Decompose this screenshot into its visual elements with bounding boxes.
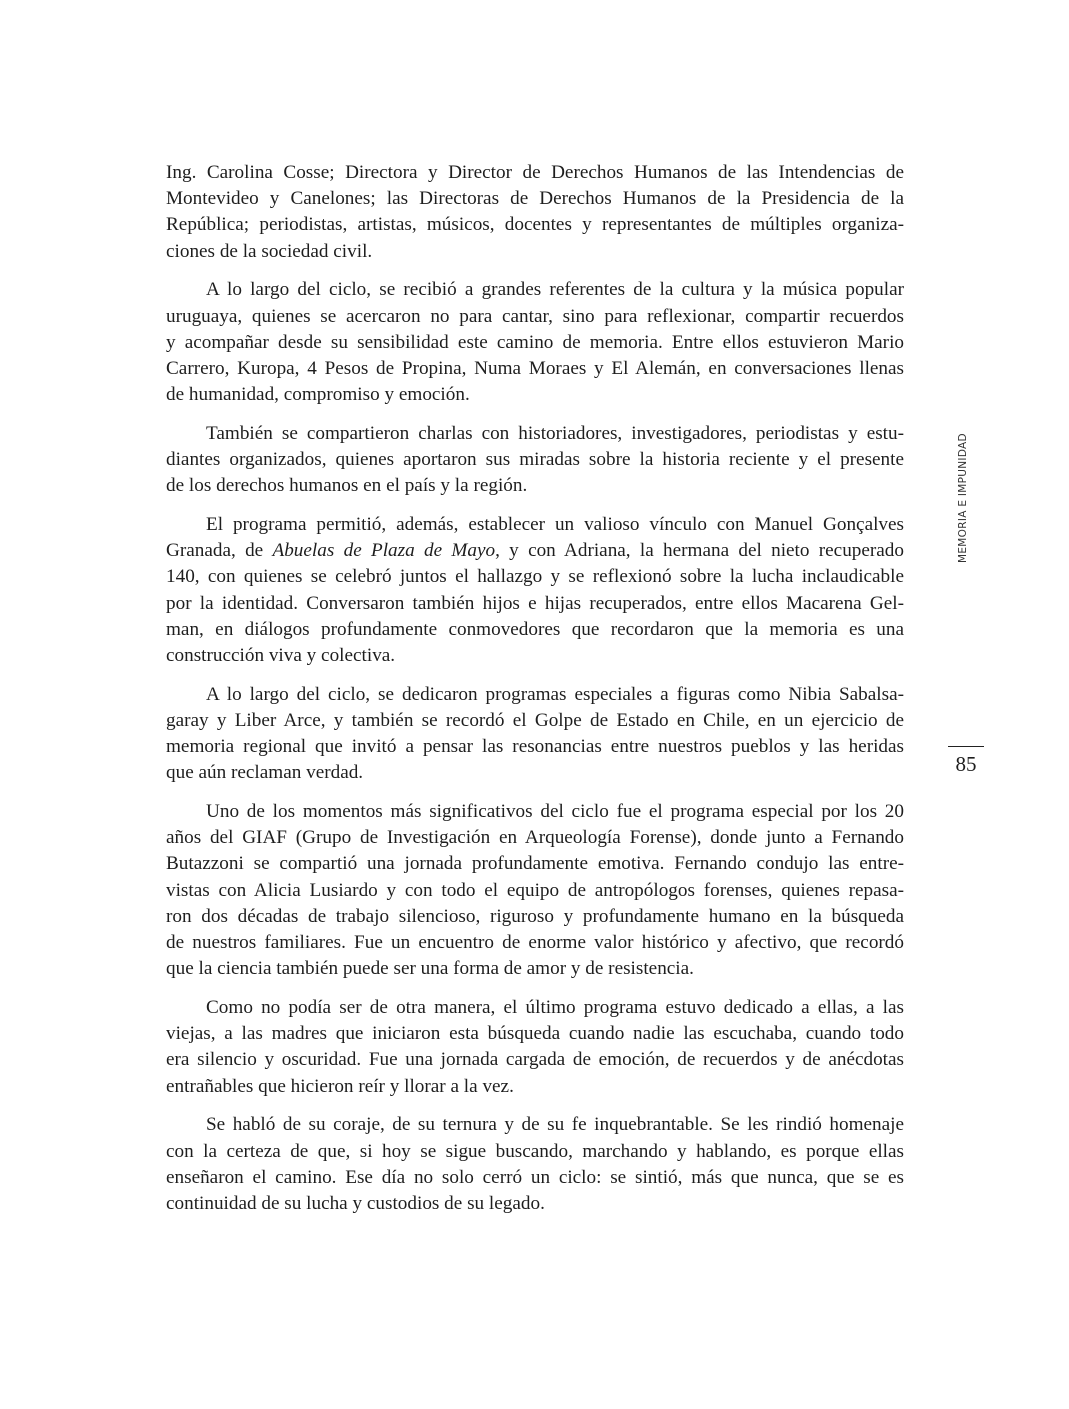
text-line: Uno de los momentos más significativos del ciclo fue el programa especial por los 20 <box>206 801 904 823</box>
text-line: con la certeza de que, si hoy se sigue buscando, marchando y hablando, es porque ellas <box>166 1140 904 1162</box>
text-line: enseñaron el camino. Ese día no solo cerró un ciclo: se sintió, más que nunca, que se es <box>166 1166 904 1188</box>
paragraph-talks <box>166 421 904 500</box>
text-line: A lo largo del ciclo, se recibió a grandes referentes de la cultura y la música popular <box>206 279 904 301</box>
text-line: República; periodistas, artistas, músicos, docentes y representantes de múltiples organiza- <box>166 214 904 236</box>
italic-title: Abuelas de Plaza de Mayo <box>272 540 496 562</box>
text-line: por la identidad. Conversaron también hijos e hijas recuperados, entre ellos Macarena Gel- <box>166 592 904 614</box>
text-line: 140, con quienes se celebró juntos el hallazgo y se reflexionó sobre la lucha inclaudicable <box>166 566 904 588</box>
text-line: También se compartieron charlas con historiadores, investigadores, periodistas y estu- <box>206 422 904 444</box>
page-number-rule <box>948 746 984 747</box>
paragraph-last-program <box>166 995 904 1100</box>
paragraph-abuelas <box>166 512 904 669</box>
text-line: ron dos décadas de trabajo silencioso, riguroso y profundamente humano en la búsqueda <box>166 905 904 927</box>
text-line: viejas, a las madres que iniciaron esta búsqueda cuando nadie las escuchaba, cuando todo <box>166 1023 904 1045</box>
text-line: continuidad de su lucha y custodios de su legado. <box>166 1192 545 1214</box>
paragraph-giaf <box>166 799 904 982</box>
text-run: Granada, de <box>166 540 273 562</box>
text-line: entrañables que hicieron reír y llorar a la vez. <box>166 1075 514 1097</box>
text-line: Montevideo y Canelones; las Directoras de Derechos Humanos de la Presidencia de la <box>166 188 904 210</box>
text-line: Se habló de su coraje, de su ternura y de su fe inquebrantable. Se les rindió homenaje <box>206 1114 904 1136</box>
text-run: , y con Adriana, la hermana del nieto recuperado <box>495 540 904 562</box>
text-line: vistas con Alicia Lusiardo y con todo el equipo de antropólogos forenses, quienes repasa- <box>166 879 904 901</box>
running-head: MEMORIA E IMPUNIDAD <box>957 433 969 563</box>
text-line: memoria regional que invitó a pensar las resonancias entre nuestros pueblos y las heridas <box>166 736 904 758</box>
paragraph-culture-references <box>166 277 904 408</box>
text-line: A lo largo del ciclo, se dedicaron programas especiales a figuras como Nibia Sabalsa- <box>206 683 904 705</box>
text-line: ciones de la sociedad civil. <box>166 240 373 262</box>
paragraph-special-programs <box>166 682 904 787</box>
text-line: que aún reclaman verdad. <box>166 762 364 784</box>
text-line: años del GIAF (Grupo de Investigación en Arqueología Forense), donde junto a Fernando <box>166 827 904 849</box>
text-line <box>166 538 904 564</box>
text-line: de humanidad, compromiso y emoción. <box>166 384 470 406</box>
text-line: construcción viva y colectiva. <box>166 644 396 666</box>
page-number: 85 <box>955 752 977 776</box>
text-line: Ing. Carolina Cosse; Directora y Director de Derechos Humanos de las Intendencias de <box>166 162 904 183</box>
text-line: Como no podía ser de otra manera, el último programa estuvo dedicado a ellas, a las <box>206 997 904 1018</box>
text-line: que la ciencia también puede ser una forma de amor y de resistencia. <box>166 958 694 980</box>
body-text <box>166 160 904 1217</box>
paragraph-homage <box>166 1112 904 1217</box>
text-line: man, en diálogos profundamente conmovedores que recordaron que la memoria es una <box>166 618 904 640</box>
text-line: Carrero, Kuropa, 4 Pesos de Propina, Numa Moraes y El Alemán, en conversaciones llenas <box>166 357 904 379</box>
text-line: diantes organizados, quienes aportaron sus miradas sobre la historia reciente y el presente <box>166 449 904 471</box>
text-line: uruguaya, quienes se acercaron no para cantar, sino para reflexionar, compartir recuerdos <box>166 305 904 327</box>
text-line: era silencio y oscuridad. Fue una jornada cargada de emoción, de recuerdos y de anécdotas <box>166 1049 904 1071</box>
paragraph-attendees <box>166 160 904 265</box>
text-line: de los derechos humanos en el país y la región. <box>166 475 528 497</box>
text-line: garay y Liber Arce, y también se recordó el Golpe de Estado en Chile, en un ejercicio de <box>166 709 904 731</box>
text-line: El programa permitió, además, establecer un valioso vínculo con Manuel Gonçalves <box>206 514 904 536</box>
text-line: y acompañar desde su sensibilidad este camino de memoria. Entre ellos estuvieron Mario <box>166 331 904 353</box>
text-line: Butazzoni se compartió una jornada profundamente emotiva. Fernando condujo las entre- <box>166 853 904 875</box>
text-line: de nuestros familiares. Fue un encuentro de enorme valor histórico y afectivo, que recordó <box>166 932 904 954</box>
